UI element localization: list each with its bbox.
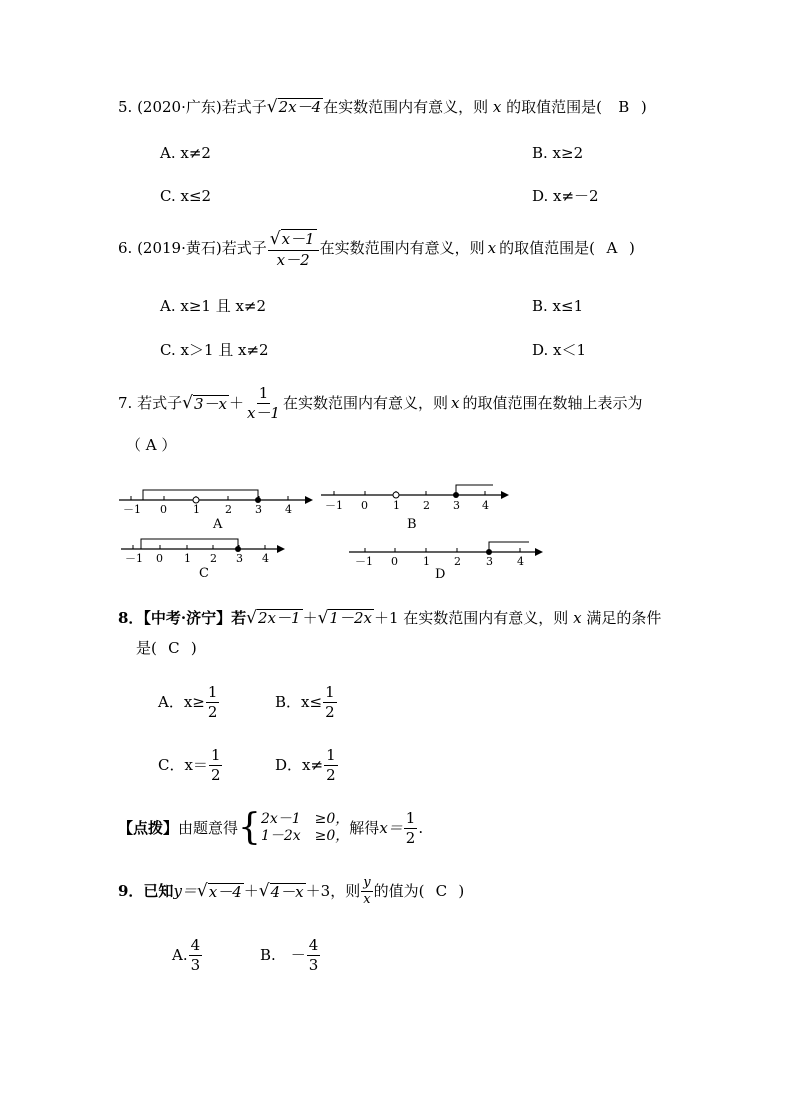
hint-text1: 由题意得 [178,818,239,837]
q6-fraction: $\frac{√x-1}{x-2}$ [268,229,319,268]
q8-plus1: ＋1 [373,609,399,627]
question-5: 5. (2020·广东)若式子√2x－4 在实数范围内有意义，则 x 的取值范围是( B ) [118,97,647,117]
q8-var: x [573,609,582,627]
q8-answer: C [168,639,180,657]
tick-label: －1 [123,503,141,516]
q6-option-c: C. x＞1 且 x≠2 [160,341,269,359]
q6-close: ) [628,239,635,258]
q9-plus: ＋ [243,882,259,901]
q9-frac-den: x [363,892,371,908]
q8-rad1: 2x－1 [258,609,301,627]
tick-label: 1 [184,552,191,565]
figure-label-a: A [213,517,223,532]
q8-rad2: 1－2x [329,609,372,627]
q6-den: x－2 [276,250,310,269]
q8-opt-b-text: B．x≤ [275,692,323,711]
hint-result: x＝ [379,818,403,837]
q9-opt-a-num: 4 [190,936,201,954]
tick-label: 2 [423,499,430,512]
question-8: 8．【中考·济宁】若√2x－1 ＋√1－2x ＋1 在实数范围内有意义，则 x 满足的条件 [118,608,662,628]
tick-label: －1 [355,555,373,568]
tick-label: 3 [255,503,262,516]
q8-line2-text: 是( [136,639,157,657]
hint-eq2: 1－2x ≥0， [260,828,350,844]
q6-answer: A [606,239,618,258]
q8-plus: ＋ [302,609,318,627]
tick-label: 3 [236,552,243,565]
q7-suffix: 在实数范围内有意义，则 [282,393,448,412]
q5-answer: B [618,98,630,116]
q5-close: ) [640,98,647,116]
q6-num-radicand: x－1 [281,230,315,248]
q7-answer: （ A ） [126,436,177,454]
q8-option-b [275,684,338,720]
q5-option-a: A. x≠2 [160,144,211,162]
number-line-d [349,542,543,578]
q9-prefix: 9．已知 [118,882,174,901]
number-line-figures [115,478,675,578]
number-line-a [119,490,313,532]
hint-res-num: 1 [405,809,416,827]
q7-var: x [451,393,460,412]
q8-line2 [136,641,197,656]
q9-close: ) [458,882,465,901]
q5-var: x [492,98,502,116]
q7-frac-den: x－1 [246,403,280,422]
tick-label: 4 [262,552,269,565]
q9-opt-b-den: 3 [308,955,319,974]
number-line-c [121,539,285,578]
q6-var: x [487,239,497,258]
q9-tail: 的值为( [373,882,425,901]
tick-label: 4 [285,503,292,516]
tick-label: －1 [325,499,343,512]
q6-option-d: D. x＜1 [532,341,587,359]
tick-label: 3 [453,499,460,512]
q6-prefix: 6. (2019·黄石)若式子 [118,239,267,258]
q9-frac-num: y [361,876,372,892]
q9-option-a [172,937,203,973]
q7-radicand: 3－x [193,394,227,413]
q9-opt-b-text: B. － [260,945,306,964]
tick-label: 0 [361,499,368,512]
q5-radicand: 2x－4 [278,98,322,116]
tick-label: 0 [156,552,163,565]
q8-close: ) [190,639,197,657]
q5-prefix: 5. (2020·广东)若式子 [118,98,267,116]
q8-prefix: 8．【中考·济宁】若 [118,609,247,627]
half-den: 2 [325,702,335,721]
tick-label: 4 [482,499,489,512]
q8-opt-a-text: A．x≥ [158,692,205,711]
half-num: 1 [325,683,335,701]
q7-tail: 的取值范围在数轴上表示为 [462,393,643,412]
half-num: 1 [210,746,221,764]
tick-label: 3 [486,555,493,568]
q7-prefix: 7. 若式子 [118,393,183,412]
q7-plus: ＋ [228,393,244,412]
tick-label: 4 [517,555,524,568]
hint-text2: 解得 [349,818,380,837]
q5-option-b: B. x≥2 [532,144,584,162]
tick-label: 2 [225,503,232,516]
hint-block: 【点拨】 由题意得 { 2x－1 ≥0， 1－2x ≥0， 解得 x＝ $\frac{1}{2}$ . [118,807,424,848]
tick-label: －1 [125,552,143,565]
tick-label: 1 [393,499,400,512]
q9-y-eq: y＝ [173,882,197,901]
half-den: 2 [326,765,336,784]
tick-label: 0 [391,555,398,568]
hint-eq1: 2x－1 ≥0， [260,810,350,827]
q5-option-c: C. x≤2 [160,187,212,205]
q9-option-b [260,937,321,973]
half-den: 2 [210,765,221,784]
q6-option-b: B. x≤1 [532,297,584,315]
hint-res-den: 2 [405,828,416,847]
q9-rad2: 4－x [270,883,304,902]
hint-system [261,811,349,846]
tick-label: 0 [160,503,167,516]
q8-option-a [158,684,220,720]
q8-opt-c-text: C．x＝ [158,755,208,774]
q8-opt-d-text: D．x≠ [275,755,324,774]
q8-option-d [275,747,339,783]
hint-period: . [418,818,424,837]
q6-tail: 的取值范围是( [499,239,595,258]
q9-opt-a-den: 3 [190,955,201,974]
q6-option-a: A. x≥1 且 x≠2 [160,297,267,315]
figure-label-c: C [199,566,209,578]
half-num: 1 [326,746,336,764]
tick-label: 1 [423,555,430,568]
question-7: 7. 若式子 √ 3－x ＋ $\frac{1}{x-1}$ 在实数范围内有意义，则 x 的取值范围在数轴上表示为 [118,384,643,422]
q5-suffix: 在实数范围内有意义，则 [323,98,489,116]
q7-fraction [245,385,282,421]
q6-suffix: 在实数范围内有意义，则 [319,239,485,258]
half-num: 1 [207,683,218,701]
tick-label: 2 [210,552,217,565]
question-9: 9．已知 y＝ √ x－4 ＋ √ 4－x ＋3，则 $\frac{y}{x}$ 的值为( C ) [118,875,465,908]
figure-label-b: B [407,517,417,532]
tick-label: 1 [193,503,200,516]
question-6 [118,229,635,268]
q9-rad1: x－4 [208,883,242,902]
q7-frac-num: 1 [258,384,269,402]
q9-answer: C [435,882,448,901]
q5-option-d: D. x≠－2 [532,187,599,205]
q8-suffix: 在实数范围内有意义，则 [403,609,569,627]
q5-tail: 的取值范围是( [506,98,603,116]
q8-option-c [158,747,223,783]
hint-label: 【点拨】 [118,818,179,837]
q9-opt-b-num: 4 [308,936,319,954]
number-line-b [321,485,509,532]
q9-plus3: ＋3，则 [305,882,361,901]
tick-label: 2 [454,555,461,568]
half-den: 2 [207,702,218,721]
q9-opt-a-text: A. [172,945,188,964]
figure-label-d: D [435,567,446,578]
q8-tail: 满足的条件 [586,609,662,627]
